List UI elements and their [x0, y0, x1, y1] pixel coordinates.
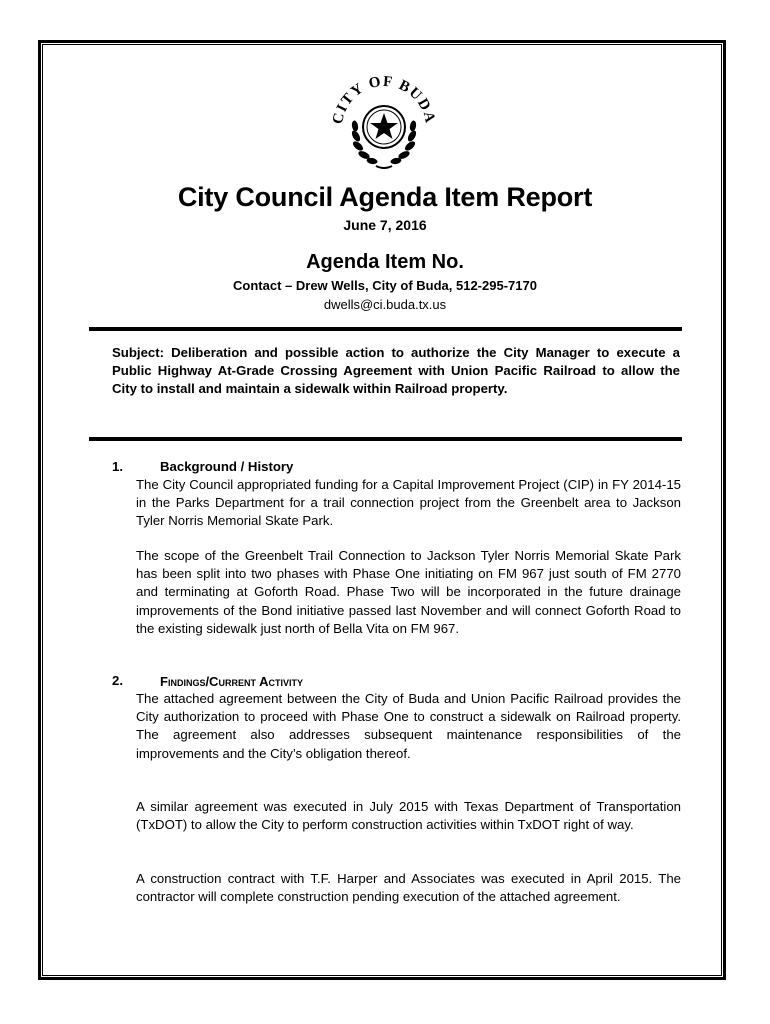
report-date: June 7, 2016 — [343, 217, 427, 233]
section-heading: Background / History — [160, 459, 294, 474]
paragraph: A similar agreement was executed in July 2015 with Texas Department of Transportation (TxDOT) to allow the City to perform construction activities within TxDOT right of way. — [136, 799, 681, 833]
laurel-left-icon — [350, 120, 378, 165]
paragraph: The City Council appropriated funding for a Capital Improvement Project (CIP) in FY 2014-15 in the Parks Department for a trail connection project from the Greenbelt area to Jackson Tyler Norris Memorial Skate Park. — [136, 477, 681, 529]
star-icon — [370, 113, 398, 139]
city-seal-logo — [320, 58, 448, 186]
contact-email: dwells@ci.buda.tx.us — [323, 297, 447, 312]
divider-bottom — [89, 437, 682, 441]
contact-line: Contact – Drew Wells, City of Buda, 512-295-7170 — [233, 278, 537, 293]
subject-text: Subject: Deliberation and possible action to authorize the City Manager to execute a Public Highway At-Grade Crossing Agreement with Union Pacific Railroad to allow the City to install and maintain a sidewalk within Railroad property. — [112, 345, 680, 396]
paragraph: The scope of the Greenbelt Trail Connection to Jackson Tyler Norris Memorial Skate Park has been split into two phases with Phase One initiating on FM 967 just south of FM 2770 and terminating at Goforth Road. Phase Two will be incorporated in the future drainage improvements of the Bond initiative passed last November and will connect Goforth Road to the existing sidewalk just north of Bella Vita on FM 967. — [136, 548, 681, 636]
paragraph: A construction contract with T.F. Harper and Associates was executed in April 2015. The contractor will complete construction pending execution of the attached agreement. — [136, 871, 681, 905]
divider-top — [89, 327, 682, 331]
laurel-right-icon — [390, 120, 418, 165]
section-number: 1. — [112, 459, 123, 474]
report-title: City Council Agenda Item Report — [177, 182, 593, 212]
section-heading: Findings/Current Activity — [160, 674, 303, 689]
section-number: 2. — [112, 673, 123, 688]
paragraph: The attached agreement between the City of Buda and Union Pacific Railroad provides the City authorization to proceed with Phase One to construct a sidewalk on Railroad property. The agreement also addresses subsequent maintenance responsibilities of the improvements and the City’s obligation thereof. — [136, 691, 681, 761]
seal-text: CITY OF BUDA — [329, 73, 439, 126]
agenda-item-number: Agenda Item No. — [306, 251, 464, 273]
